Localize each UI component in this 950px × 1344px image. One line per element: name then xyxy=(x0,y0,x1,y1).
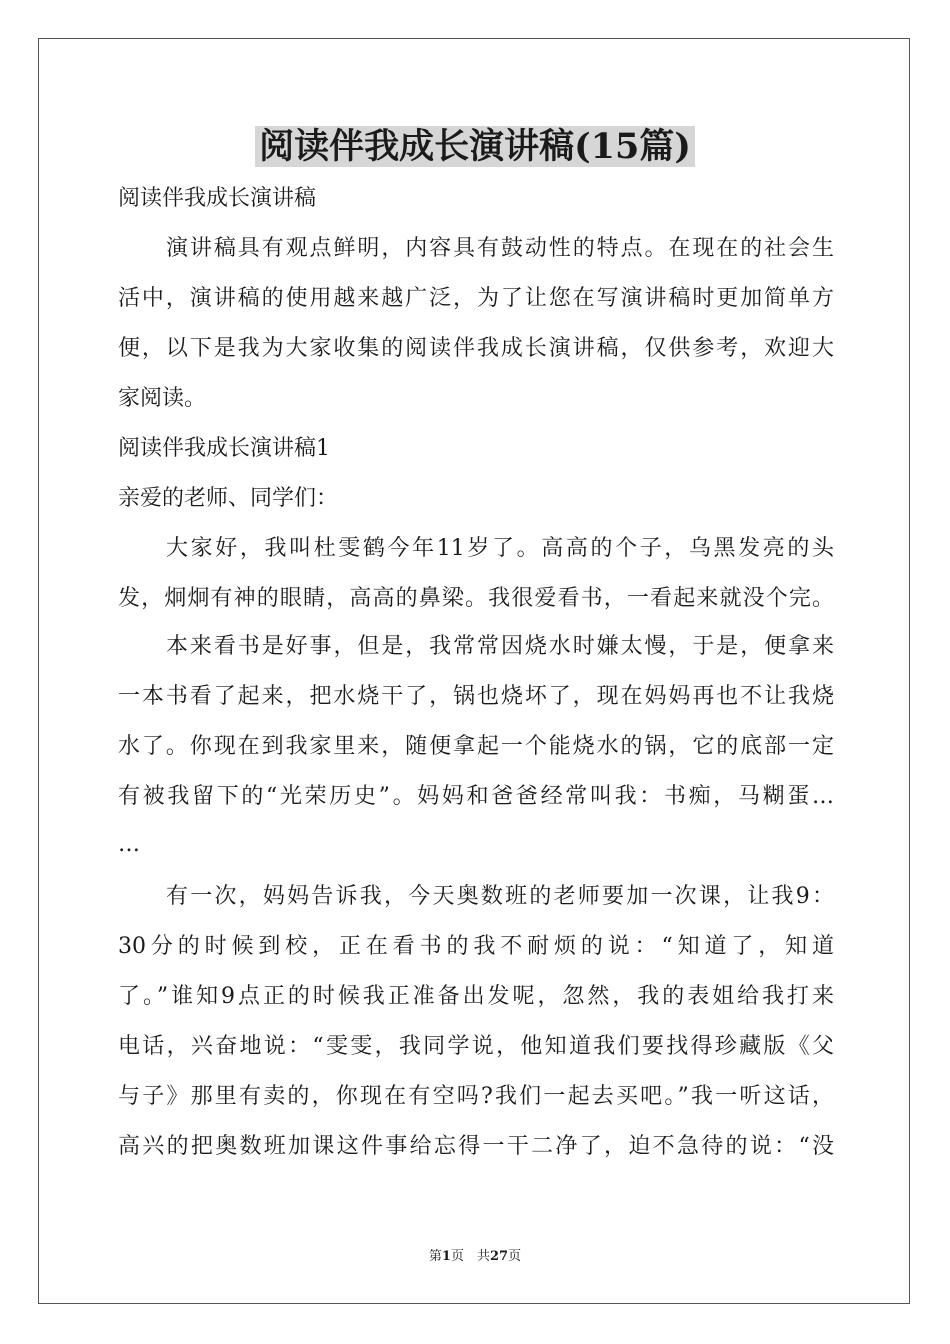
salutation: 亲爱的老师、同学们： xyxy=(118,486,339,511)
document-title xyxy=(0,122,950,172)
paragraph-line: 演讲稿具有观点鲜明，内容具有鼓动性的特点。在现在的社会生 xyxy=(166,236,834,261)
paragraph-line: 活中，演讲稿的使用越来越广泛，为了让您在写演讲稿时更加简单方 xyxy=(118,286,834,311)
page-footer xyxy=(0,1248,950,1266)
title-text: 阅读伴我成长演讲稿(15篇) xyxy=(255,126,695,167)
paragraph-line: 了。”谁知9点正的时候我正准备出发呢，忽然，我的表姐给我打来 xyxy=(118,984,834,1009)
subtitle: 阅读伴我成长演讲稿 xyxy=(118,186,317,211)
paragraph-line: 水了。你现在到我家里来，随便拿起一个能烧水的锅，它的底部一定 xyxy=(118,734,834,759)
paragraph-line: 30分的时候到校，正在看书的我不耐烦的说：“知道了，知道 xyxy=(118,934,834,959)
paragraph-line: 电话，兴奋地说：“雯雯，我同学说，他知道我们要找得珍藏版《父 xyxy=(118,1034,834,1059)
paragraph-line: … xyxy=(118,832,140,857)
paragraph-line: 有一次，妈妈告诉我，今天奥数班的老师要加一次课，让我9： xyxy=(166,884,834,909)
total-pages-number: 27 xyxy=(489,1249,509,1264)
footer-prefix: 第 xyxy=(428,1249,442,1264)
footer-mid: 页 共 xyxy=(450,1249,490,1264)
paragraph-line: 便，以下是我为大家收集的阅读伴我成长演讲稿，仅供参考，欢迎大 xyxy=(118,336,834,361)
paragraph-line: 家阅读。 xyxy=(118,386,207,411)
current-page-number: 1 xyxy=(441,1249,451,1264)
paragraph-line: 有被我留下的“光荣历史”。妈妈和爸爸经常叫我：书痴，马糊蛋… xyxy=(118,784,834,809)
paragraph-line: 与子》那里有卖的，你现在有空吗?我们一起去买吧。”我一听这话， xyxy=(118,1084,834,1109)
section-heading: 阅读伴我成长演讲稿1 xyxy=(118,436,330,461)
page-border xyxy=(38,38,910,1304)
paragraph-line: 高兴的把奥数班加课这件事给忘得一干二净了，迫不急待的说：“没 xyxy=(118,1134,834,1159)
paragraph-line: 大家好，我叫杜雯鹤今年11岁了。高高的个子，乌黑发亮的头 xyxy=(166,536,834,561)
paragraph-line: 本来看书是好事，但是，我常常因烧水时嫌太慢，于是，便拿来 xyxy=(166,634,834,659)
footer-suffix: 页 xyxy=(508,1249,522,1264)
paragraph-line: 一本书看了起来，把水烧干了，锅也烧坏了，现在妈妈再也不让我烧 xyxy=(118,684,834,709)
paragraph-line: 发，炯炯有神的眼睛，高高的鼻梁。我很爱看书，一看起来就没个完。 xyxy=(118,586,834,611)
